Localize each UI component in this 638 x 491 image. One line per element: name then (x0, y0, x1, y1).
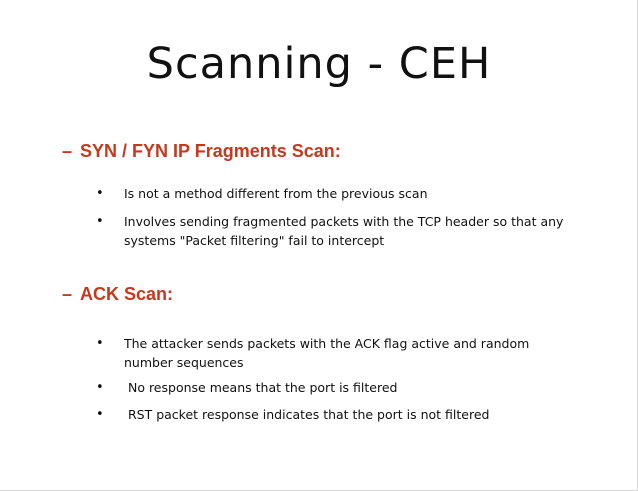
bullet-text: RST packet response indicates that the port is not filtered (124, 407, 490, 422)
bullet-icon: • (96, 380, 104, 395)
section-heading-text: SYN / FYN IP Fragments Scan: (80, 141, 341, 161)
section-dash: – (62, 141, 73, 161)
section-heading-text: ACK Scan: (80, 284, 174, 304)
bullet-text: The attacker sends packets with the ACK flag active and random number sequences (124, 336, 530, 370)
bullet-text: Involves sending fragmented packets with the TCP header so that any systems "Packet filtering" fail to intercept (124, 214, 564, 248)
bullet-icon: • (96, 186, 104, 201)
section-dash: – (62, 284, 73, 304)
bullet-text: Is not a method different from the previous scan (124, 186, 428, 201)
bullet-text: No response means that the port is filtered (124, 380, 398, 395)
bullet-icon: • (96, 336, 104, 351)
section-heading-syn-fyn (62, 140, 341, 162)
section-heading-ack (62, 283, 173, 305)
slide-title: Scanning - CEH (146, 39, 492, 89)
bullet-icon: • (96, 407, 104, 422)
bullet-icon: • (96, 214, 104, 229)
